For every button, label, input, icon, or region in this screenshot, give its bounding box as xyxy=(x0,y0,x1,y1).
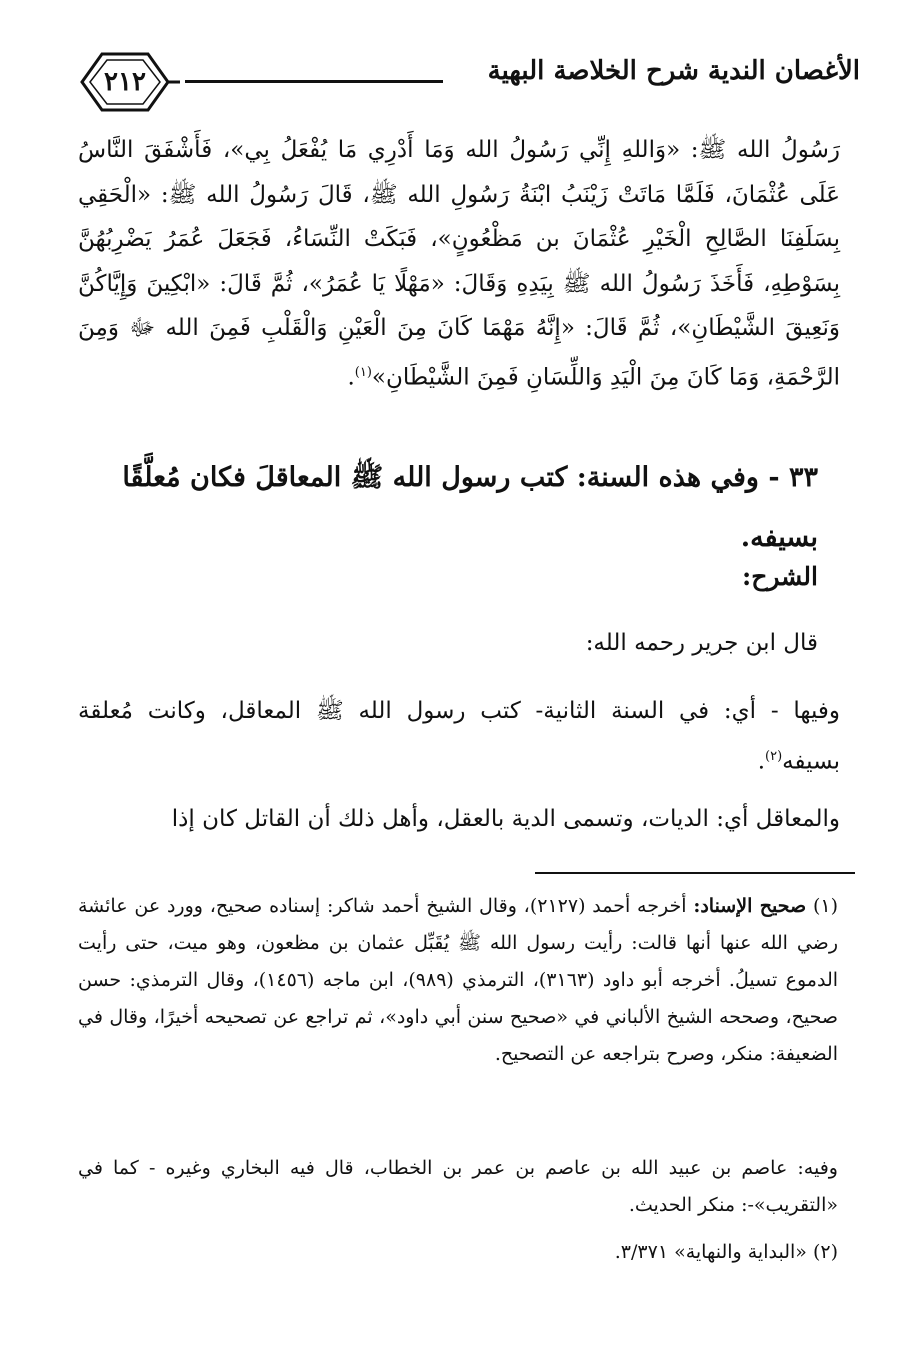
footnote-separator xyxy=(535,872,855,874)
page-header xyxy=(70,50,860,118)
page-number: ٢١٢ xyxy=(104,67,146,97)
hadith-text: رَسُولُ الله ﷺ: «وَاللهِ إِنِّي رَسُولُ الله وَمَا أَدْرِي مَا يُفْعَلُ بِي»، فَأَشْفَقَ النَّاسُ عَلَى عُثْمَانَ، فَلَمَّا مَاتَتْ زَيْنَبُ ابْنَةُ رَسُولِ الله ﷺ، قَالَ رَسُولُ الله ﷺ: «الْحَقِي بِسَلَفِنَا الصَّالِحِ الْخَيْرِ عُثْمَانَ بن مَظْعُونٍ»، فَبَكَتْ النِّسَاءُ، فَجَعَلَ عُمَرُ يَضْرِبُهُنَّ بِسَوْطِهِ، فَأَخَذَ رَسُولُ الله ﷺ بِيَدِهِ وَقَالَ: «مَهْلًا يَا عُمَرُ»، ثُمَّ قَالَ: «ابْكِينَ وَإِيَّاكُنَّ وَنَعِيقَ الشَّيْطَانِ»، ثُمَّ قَالَ: «إِنَّهُ مَهْمَا كَانَ مِنَ الْعَيْنِ وَالْقَلْبِ فَمِنَ الله ﷻ وَمِنَ الرَّحْمَةِ، وَمَا كَانَ مِنَ الْيَدِ وَاللِّسَانِ فَمِنَ الشَّيْطَانِ»$^{(١)}$. xyxy=(78,137,840,391)
commentary-paragraph-1: وفيها - أي: في السنة الثانية- كتب رسول الله ﷺ المعاقل، وكانت مُعلقة بسيفه$^{(٢)}$. xyxy=(78,698,840,775)
footnote-1-number: (١) xyxy=(812,895,838,917)
footnote-ref-1: (١) xyxy=(354,364,372,380)
footnote-2 xyxy=(78,1234,838,1271)
footnote-ref-2: (٢) xyxy=(765,749,783,764)
section-heading: ٣٣ - وفي هذه السنة: كتب رسول الله ﷺ المعاقلَ فكان مُعلَّقًا بسيفه. xyxy=(122,462,818,553)
footnote-2-number: (٢) xyxy=(812,1241,838,1263)
footnote-2-text: «البداية والنهاية» ٣/٣٧١. xyxy=(614,1241,807,1263)
hadith-body: رَسُولُ الله ﷺ: «وَاللهِ إِنِّي رَسُولُ الله وَمَا أَدْرِي مَا يُفْعَلُ بِي»، فَأَشْفَقَ النَّاسُ عَلَى عُثْمَانَ، فَلَمَّا مَاتَتْ زَيْنَبُ ابْنَةُ رَسُولِ الله ﷺ، قَالَ رَسُولُ الله ﷺ: «الْحَقِي بِسَلَفِنَا الصَّالِحِ الْخَيْرِ عُثْمَانَ بن مَظْعُونٍ»، فَبَكَتْ النِّسَاءُ، فَجَعَلَ عُمَرُ يَضْرِبُهُنَّ بِسَوْطِهِ، فَأَخَذَ رَسُولُ الله ﷺ بِيَدِهِ وَقَالَ: «مَهْلًا يَا عُمَرُ»، ثُمَّ قَالَ: «ابْكِينَ وَإِيَّاكُنَّ وَنَعِيقَ الشَّيْطَانِ»، ثُمَّ قَالَ: «إِنَّهُ مَهْمَا كَانَ مِنَ الْعَيْنِ وَالْقَلْبِ فَمِنَ الله ﷻ وَمِنَ الرَّحْمَةِ، وَمَا كَانَ مِنَ الْيَدِ وَاللِّسَانِ فَمِنَ الشَّيْطَانِ» xyxy=(78,137,840,391)
commentary-paragraph-2: والمعاقل أي: الديات، وتسمى الدية بالعقل، وأهل ذلك أن القاتل كان إذا xyxy=(171,806,840,832)
footnote-1 xyxy=(78,888,838,1073)
footnote-1-extra: وفيه: عاصم بن عبيد الله بن عاصم بن عمر بن الخطاب، قال فيه البخاري وغيره - كما في «التقريب»-: منكر الحديث. xyxy=(78,1157,838,1216)
book-title: الأغصان الندية شرح الخلاصة البهية xyxy=(487,56,860,86)
commentary-text-1: وفيها - أي: في السنة الثانية- كتب رسول الله ﷺ المعاقل، وكانت مُعلقة بسيفه xyxy=(78,698,840,775)
header-rule xyxy=(185,80,443,83)
footnote-1-text: أخرجه أحمد (٢١٢٧)، وقال الشيخ أحمد شاكر: إسناده صحيح، وورد عن عائشة رضي الله عنها أنها قالت: رأيت رسول الله ﷺ يُقَبِّل عثمان بن مظعون، وهو ميت، حتى رأيت الدموع تسيلُ. أخرجه أبو داود (٣١٦٣)، الترمذي (٩٨٩)، ابن ماجه (١٤٥٦)، وقال الترمذي: حسن صحيح، وصححه الشيخ الألباني في «صحيح سنن أبي داود»، ثم تراجع عن تصحيحه أخيرًا، وقال في الضعيفة: منكر، وصرح بتراجعه عن التصحيح. xyxy=(78,895,839,1065)
footnote-1-label: صحيح الإسناد: xyxy=(693,895,807,917)
quote-intro: قال ابن جرير رحمه الله: xyxy=(585,630,818,656)
sharh-label: الشرح: xyxy=(741,562,818,591)
